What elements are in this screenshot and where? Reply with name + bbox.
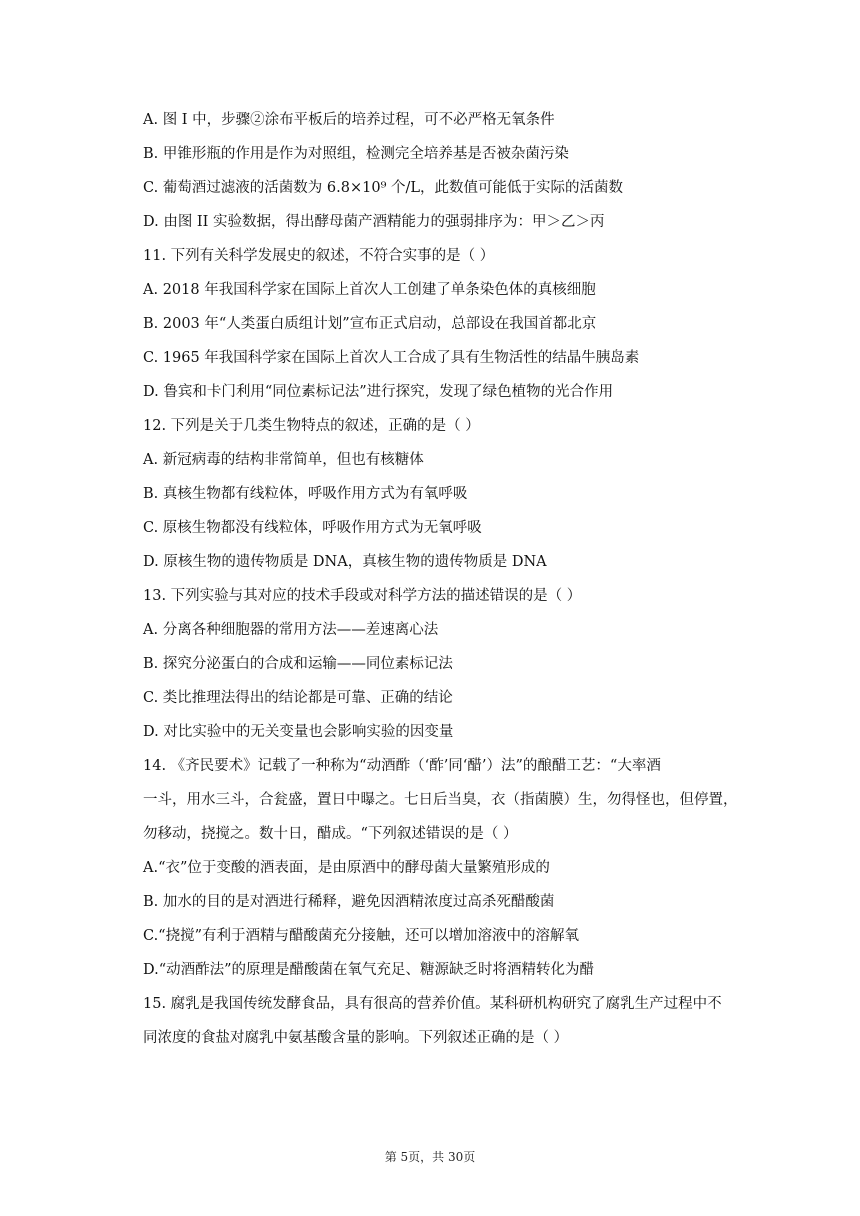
option-10c: C. 葡萄酒过滤液的活菌数为 6.8×10⁹ 个/L，此数值可能低于实际的活菌数 [143, 180, 623, 196]
question-14-line3: 勿移动，挠搅之。数十日，醋成。“下列叙述错误的是（ ） [143, 826, 518, 842]
option-10d: D. 由图 II 实验数据，得出酵母菌产酒精能力的强弱排序为：甲＞乙＞丙 [143, 214, 605, 230]
question-14-line2: 一斗，用水三斗，合瓮盛，置日中曝之。七日后当臭，衣（指菌膜）生，勿得怪也，但停置， [143, 792, 738, 808]
page-footer: 第 5页，共 30页 [384, 1150, 476, 1164]
option-13d: D. 对比实验中的无关变量也会影响实验的因变量 [143, 724, 454, 740]
option-12a: A. 新冠病毒的结构非常简单，但也有核糖体 [143, 452, 424, 468]
question-15-line2: 同浓度的食盐对腐乳中氨基酸含量的影响。下列叙述正确的是（ ） [143, 1030, 569, 1046]
question-11: 11. 下列有关科学发展史的叙述，不符合实事的是（ ） [143, 248, 495, 264]
option-14a: A.“衣”位于变酸的酒表面，是由原酒中的酵母菌大量繁殖形成的 [143, 860, 550, 876]
option-11d: D. 鲁宾和卡门利用“同位素标记法”进行探究，发现了绿色植物的光合作用 [143, 384, 614, 400]
question-13: 13. 下列实验与其对应的技术手段或对科学方法的描述错误的是（ ） [143, 588, 582, 604]
option-13a: A. 分离各种细胞器的常用方法——差速离心法 [143, 622, 439, 638]
option-10a: A. 图 I 中，步骤②涂布平板后的培养过程，可不必严格无氧条件 [143, 112, 555, 128]
option-12c: C. 原核生物都没有线粒体，呼吸作用方式为无氧呼吸 [143, 520, 482, 536]
option-12d: D. 原核生物的遗传物质是 DNA，真核生物的遗传物质是 DNA [143, 554, 547, 570]
question-14-line1: 14. 《齐民要术》记载了一种称为“动酒酢（‘酢’同‘醋’）法”的酿醋工艺：“大率酒 [143, 758, 661, 774]
option-12b: B. 真核生物都有线粒体，呼吸作用方式为有氧呼吸 [143, 486, 468, 502]
option-14d: D.“动酒酢法”的原理是醋酸菌在氧气充足、糖源缺乏时将酒精转化为醋 [143, 962, 595, 978]
option-10b: B. 甲锥形瓶的作用是作为对照组，检测完全培养基是否被杂菌污染 [143, 146, 569, 162]
option-11a: A. 2018 年我国科学家在国际上首次人工创建了单条染色体的真核细胞 [143, 282, 596, 298]
option-13c: C. 类比推理法得出的结论都是可靠、正确的结论 [143, 690, 453, 706]
question-12: 12. 下列是关于几类生物特点的叙述，正确的是（ ） [143, 418, 480, 434]
option-13b: B. 探究分泌蛋白的合成和运输——同位素标记法 [143, 656, 453, 672]
question-15-line1: 15. 腐乳是我国传统发酵食品，具有很高的营养价值。某科研机构研究了腐乳生产过程中不 [143, 996, 722, 1012]
option-14c: C.“挠搅”有利于酒精与醋酸菌充分接触，还可以增加溶液中的溶解氧 [143, 928, 580, 944]
option-11c: C. 1965 年我国科学家在国际上首次人工合成了具有生物活性的结晶牛胰岛素 [143, 350, 640, 366]
option-14b: B. 加水的目的是对酒进行稀释，避免因酒精浓度过高杀死醋酸菌 [143, 894, 555, 910]
option-11b: B. 2003 年“人类蛋白质组计划”宣布正式启动，总部设在我国首都北京 [143, 316, 597, 332]
